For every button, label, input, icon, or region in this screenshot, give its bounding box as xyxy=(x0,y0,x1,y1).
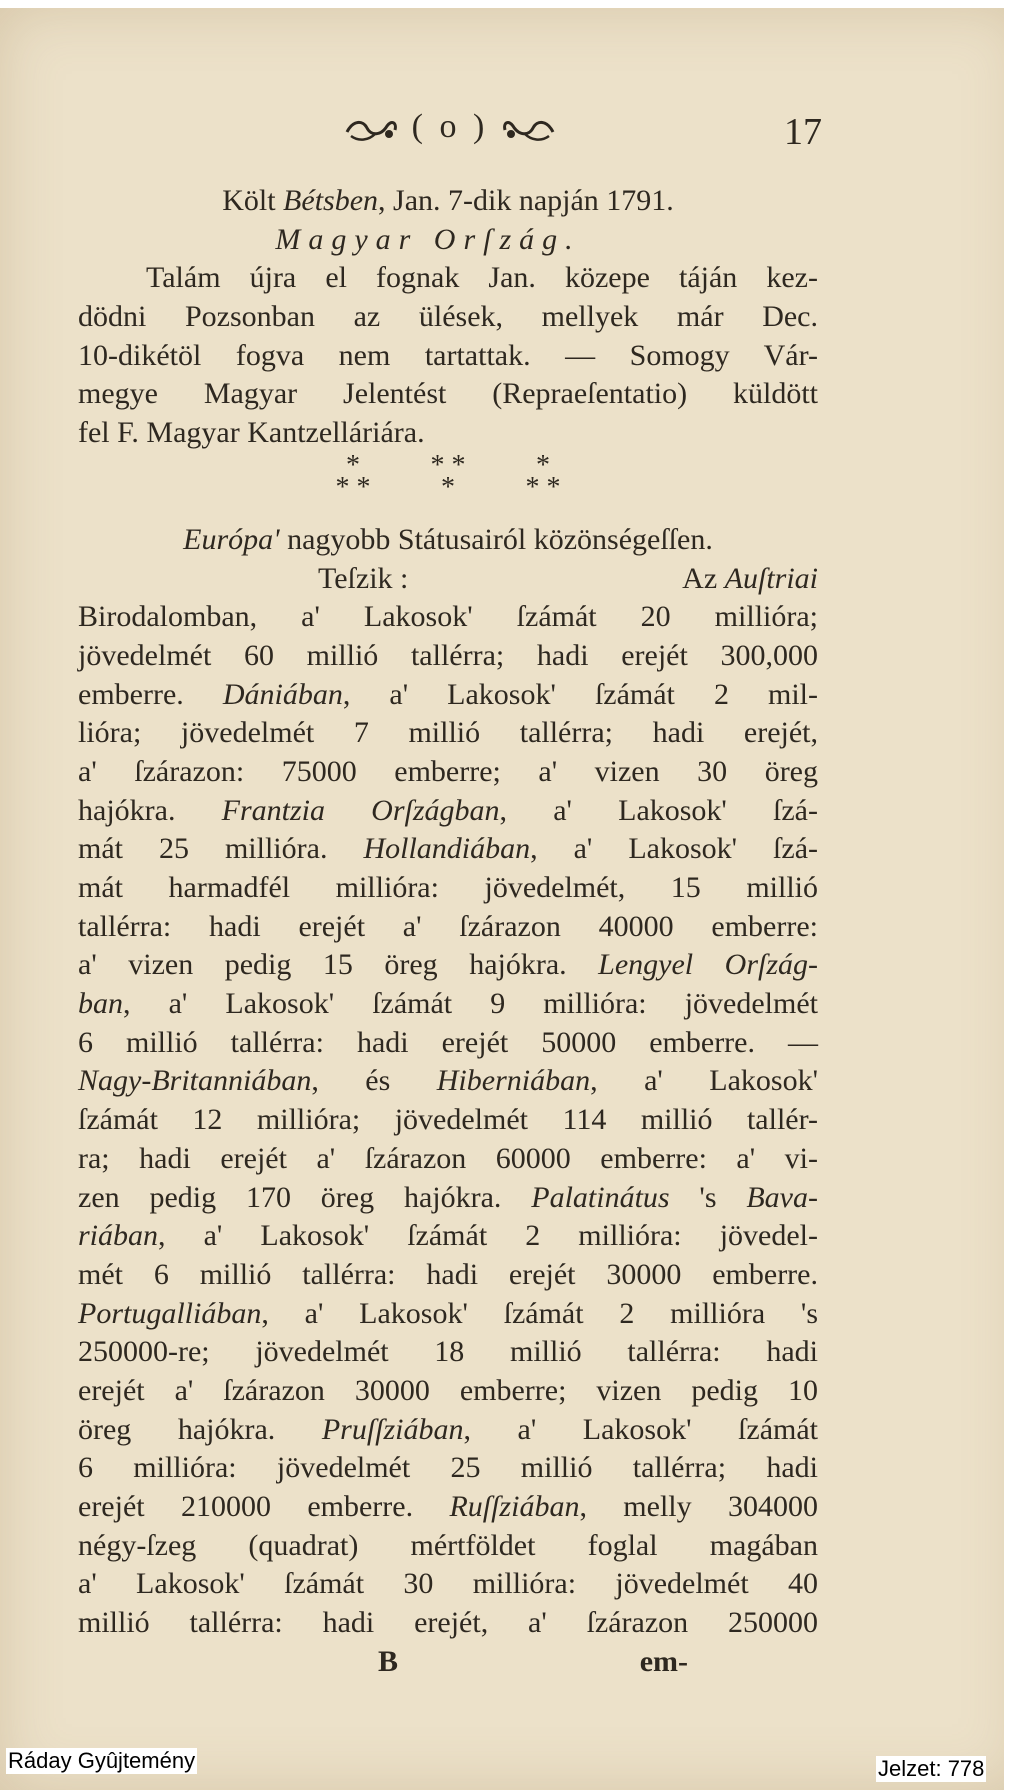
body-line xyxy=(78,753,818,792)
tesz-right-italic: Auſtriai xyxy=(724,561,818,595)
dateline-prefix: Költ xyxy=(222,184,284,217)
italic-segment: Portugalliában xyxy=(78,1296,262,1330)
text-segment: , és xyxy=(311,1064,437,1098)
signature-line xyxy=(78,1643,818,1682)
europe-heading-italic: Európa' xyxy=(183,522,280,556)
italic-segment: ban xyxy=(78,987,123,1021)
italic-segment: Dániában xyxy=(222,677,343,711)
page-number: 17 xyxy=(784,111,822,153)
text-segment: , a' Lakosok' ſzámát 2 millióra: jövedel- xyxy=(158,1219,818,1253)
text-segment: , a' Lakosok' ſzámát 2 millióra 's xyxy=(261,1296,818,1330)
text-segment: hajókra. xyxy=(78,793,222,827)
text-segment: 6 millió tallérra: hadi erejét 50000 emberre. — xyxy=(78,1025,818,1059)
page-margin-strip xyxy=(1004,0,1024,1790)
body-line xyxy=(78,676,818,715)
europe-heading-rest: nagyobb Státusairól közönségeſſen. xyxy=(279,522,713,556)
text-segment: a' Lakosok' ſzámát 30 millióra: jövedelmét 40 xyxy=(78,1567,818,1601)
text-segment: a' vizen pedig 15 öreg hajókra. xyxy=(78,948,599,982)
text-segment: jövedelmét 60 millió tallérra; hadi erejét 300,000 xyxy=(78,638,818,672)
body-line xyxy=(78,1527,818,1566)
text-segment: négy-ſzeg (quadrat) mértföldet foglal magában xyxy=(78,1528,818,1562)
paragraph-line: megye Magyar Jelentést (Repraeſentatio) küldött xyxy=(78,377,818,411)
italic-segment: Lengyel Orſzág- xyxy=(598,948,818,982)
tesz-left: Teſzik : xyxy=(318,561,409,595)
body-line xyxy=(78,869,818,908)
body-line xyxy=(78,1062,818,1101)
body-line xyxy=(78,1488,818,1527)
body-line xyxy=(78,1024,818,1063)
italic-segment: riában xyxy=(78,1219,159,1253)
body-line xyxy=(78,1449,818,1488)
text-segment: lióra; jövedelmét 7 millió tallérra; hadi erejét, xyxy=(78,716,818,750)
body-line xyxy=(78,1256,818,1295)
tesz-line xyxy=(78,560,818,599)
body-line xyxy=(78,637,818,676)
body-line xyxy=(78,1604,818,1643)
dateline xyxy=(78,182,818,221)
italic-segment: Palatinátus xyxy=(531,1180,670,1214)
page-header xyxy=(320,108,580,146)
body-line xyxy=(78,1217,818,1256)
europe-heading xyxy=(78,521,818,560)
tesz-right-prefix: Az xyxy=(682,561,725,595)
italic-segment: Hollandiában xyxy=(363,832,531,866)
italic-segment: Ruſſziában xyxy=(449,1490,580,1523)
text-segment: , a' Lakosok' ſzámát 2 mil- xyxy=(342,677,819,711)
star-group: * * * xyxy=(335,449,371,503)
text-segment: , a' Lakosok' ſzámát 9 millióra: jövedelmét xyxy=(123,987,818,1021)
footer-collection-label: Ráday Gyûjtemény xyxy=(8,1748,196,1773)
signature-mark: B xyxy=(378,1644,399,1678)
body-line xyxy=(78,830,818,869)
paragraph-line: dödni Pozsonban az ülések, mellyek már Dec. xyxy=(78,300,818,334)
dateline-place: Bétsben xyxy=(283,184,379,217)
text-segment: , a' Lakosok' xyxy=(590,1064,818,1098)
italic-segment: Frantzia Orſzágban xyxy=(221,793,500,827)
text-segment: , a' Lakosok' ſzámát xyxy=(463,1412,818,1446)
footer-shelfmark: Jelzet: 778 xyxy=(878,1756,985,1781)
italic-segment: Nagy-Britanniában xyxy=(78,1064,312,1098)
text-segment: 250000-re; jövedelmét 18 millió tallérra: hadi xyxy=(78,1335,818,1369)
header-symbol: ( o ) xyxy=(411,108,489,145)
body-line xyxy=(78,714,818,753)
text-segment: mét 6 millió tallérra: hadi erejét 30000 emberre. xyxy=(78,1257,818,1291)
paragraph-line: 10-dikétöl fogva nem tartattak. — Somogy Vár- xyxy=(78,338,818,372)
body-line xyxy=(78,1372,818,1411)
text-segment: erejét 210000 emberre. xyxy=(78,1490,450,1523)
ornament-right-icon xyxy=(501,114,557,144)
text-segment: mát harmadfél millióra: jövedelmét, 15 millió xyxy=(78,871,818,904)
text-segment: ſzámát 12 millióra; jövedelmét 114 millió tallér- xyxy=(78,1103,818,1137)
text-segment: erejét a' ſzárazon 30000 emberre; vizen pedig 10 xyxy=(78,1373,818,1407)
text-segment: a' ſzárazon: 75000 emberre; a' vizen 30 öreg xyxy=(78,754,818,788)
star-group: * * * xyxy=(525,449,561,503)
section-divider xyxy=(78,449,818,515)
body-paragraph xyxy=(78,598,818,1643)
body-line xyxy=(78,1101,818,1140)
body-line xyxy=(78,1411,818,1450)
ornament-left-icon xyxy=(343,114,399,144)
text-segment: emberre. xyxy=(78,677,223,711)
tesz-right xyxy=(682,560,818,599)
text-segment: öreg hajókra. xyxy=(78,1412,322,1446)
dateline-suffix: , Jan. 7-dik napján 1791. xyxy=(378,184,674,217)
italic-segment: Hiberniában xyxy=(436,1064,591,1098)
page-body xyxy=(78,182,818,1681)
italic-segment: Bava- xyxy=(746,1180,818,1214)
text-segment: , a' Lakosok' ſzá- xyxy=(530,832,818,866)
text-segment: tallérra: hadi erejét a' ſzárazon 40000 emberre: xyxy=(78,909,818,943)
text-segment: millió tallérra: hadi erejét, a' ſzárazon 250000 xyxy=(78,1606,818,1640)
paragraph-line: fel F. Magyar Kantzelláriára. xyxy=(78,416,425,450)
text-segment: mát 25 millióra. xyxy=(78,832,364,866)
body-line xyxy=(78,1565,818,1604)
text-segment: 6 millióra: jövedelmét 25 millió tallérra; hadi xyxy=(78,1451,818,1485)
body-line xyxy=(78,908,818,947)
catchword: em- xyxy=(639,1644,688,1678)
text-segment: Birodalomban, a' Lakosok' ſzámát 20 millióra; xyxy=(78,600,818,634)
paragraph-1 xyxy=(78,259,818,452)
italic-segment: Pruſſziában xyxy=(321,1412,464,1446)
body-line xyxy=(78,598,818,637)
body-line xyxy=(78,1333,818,1372)
text-segment: 's xyxy=(669,1180,747,1214)
body-line xyxy=(78,946,818,985)
body-line xyxy=(78,792,818,831)
star-group: * * * xyxy=(430,449,466,503)
body-line xyxy=(78,1295,818,1334)
body-line xyxy=(78,1179,818,1218)
text-segment: , a' Lakosok' ſzá- xyxy=(499,793,818,827)
paragraph-line: Talám újra el fognak Jan. közepe táján kez- xyxy=(146,261,818,295)
section-title: Magyar Orſzág. xyxy=(275,222,581,256)
text-segment: zen pedig 170 öreg hajókra. xyxy=(78,1180,532,1214)
text-segment: ra; hadi erejét a' ſzárazon 60000 emberre: a' vi- xyxy=(78,1141,818,1175)
body-line xyxy=(78,985,818,1024)
body-line xyxy=(78,1140,818,1179)
text-segment: , melly 304000 xyxy=(579,1490,818,1523)
